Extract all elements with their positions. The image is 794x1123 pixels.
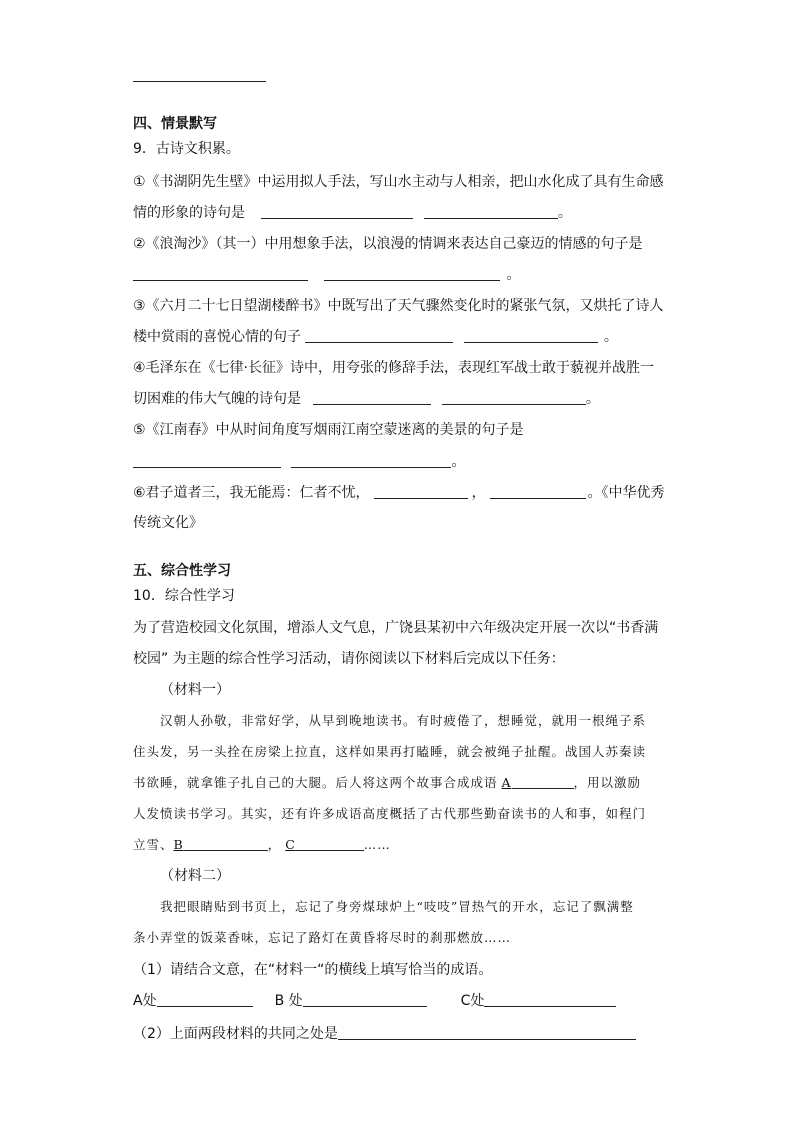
period: 。 xyxy=(585,391,600,407)
answer-blank[interactable] xyxy=(442,390,586,405)
period: 。 xyxy=(506,267,521,283)
answer-blank-common[interactable] xyxy=(338,1025,636,1040)
item-6-prompt: ⑥君子道者三，我无能焉：仁者不忧， xyxy=(133,485,370,501)
intro-line-2: 校园” 为主题的综合性学习活动，请你阅读以下材料后完成以下任务： xyxy=(133,651,565,667)
material-1-label: （材料一） xyxy=(160,682,230,698)
subquestion-2 xyxy=(133,1024,636,1044)
subquestion-1-answers xyxy=(133,991,616,1011)
item-6-tail: 。《中华优秀 xyxy=(587,485,665,501)
section-title-4: 四、情景默写 xyxy=(133,116,217,132)
material-2-label: （材料二） xyxy=(160,868,230,884)
answer-blank[interactable] xyxy=(490,484,586,499)
item-3-prompt: 楼中赏雨的喜悦心情的句子 xyxy=(133,329,301,345)
material-2-line-1: 我把眼睛贴到书页上，忘记了身旁煤球炉上“吱吱”冒热气的开水，忘记了飘满整 xyxy=(160,899,634,914)
answer-blank[interactable] xyxy=(313,390,431,405)
material-2-line-2: 条小弄堂的饭菜香味，忘记了路灯在黄昏将尽时的刹那燃放…… xyxy=(133,930,512,945)
material-1-line-2: 住头发，另一头拴在房梁上拉直，这样如果再打瞌睡，就会被绳子扯醒。战国人苏秦读 xyxy=(133,744,647,759)
answer-blank-line[interactable] xyxy=(133,81,266,82)
blank-a-letter: A xyxy=(501,775,512,790)
answer-blank[interactable] xyxy=(133,453,281,468)
item-4-line-2 xyxy=(133,389,600,409)
material-1-line-3 xyxy=(133,773,641,793)
item-6-line-1 xyxy=(133,483,665,503)
item-4-prompt: 切困难的伟大气魄的诗句是 xyxy=(133,391,301,407)
item-5-line-2 xyxy=(133,452,465,472)
answer-blank[interactable] xyxy=(291,453,451,468)
answer-blank-b-place[interactable] xyxy=(303,992,427,1007)
answer-blank[interactable] xyxy=(374,484,468,499)
comma: ， xyxy=(471,485,486,501)
answer-blank-a[interactable] xyxy=(512,774,574,789)
answer-blank[interactable] xyxy=(305,328,453,343)
subquestion-1: （1）请结合文意，在“材料一“的横线上填写恰当的成语。 xyxy=(133,962,493,978)
item-1-line-2 xyxy=(133,203,572,223)
answer-blank[interactable] xyxy=(324,266,500,281)
answer-blank[interactable] xyxy=(464,328,598,343)
item-6-line-2: 传统文化》 xyxy=(133,515,203,531)
period: 。 xyxy=(451,454,466,470)
m1-line-5-pre: 立雪、 xyxy=(133,837,174,852)
item-4-line-1: ④毛泽东在《七律·长征》诗中，用夸张的修辞手法，表现红军战士敢于藐视并战胜一 xyxy=(133,360,654,376)
item-1-line-1: ①《书湖阴先生壁》中运用拟人手法，写山水主动与人相亲，把山水化成了具有生命感 xyxy=(133,174,664,190)
answer-blank[interactable] xyxy=(261,204,413,219)
item-3-line-1: ③《六月二十七日望湖楼醉书》中既写出了天气骤然变化时的紧张气氛，又烘托了诗人 xyxy=(133,298,664,314)
material-1-line-4: 人发愤读书学习。其实，还有许多成语高度概括了古代那些勤奋读书的人和事，如程门 xyxy=(133,806,647,821)
answer-blank[interactable] xyxy=(133,266,308,281)
blank-b-letter: B xyxy=(173,837,184,852)
answer-blank-c[interactable] xyxy=(296,836,364,851)
a-label: A处 xyxy=(133,993,157,1009)
question-9-title: 9．古诗文积累。 xyxy=(133,141,240,157)
section-title-5: 五、综合性学习 xyxy=(133,563,231,579)
intro-line-1: 为了营造校园文化氛围，增添人文气息，广饶县某初中六年级决定开展一次以“书香满 xyxy=(133,620,659,636)
answer-blank-a-place[interactable] xyxy=(157,992,253,1007)
comma: ， xyxy=(267,837,282,852)
m1-line-3-pre: 书欲睡，就拿锥子扎自己的大腿。后人将这两个故事合成成语 xyxy=(133,775,498,790)
b-label: B 处 xyxy=(274,993,303,1009)
item-5-line-1: ⑤《江南春》中从时间角度写烟雨江南空蒙迷离的美景的句子是 xyxy=(133,422,524,438)
item-3-line-2 xyxy=(133,327,618,347)
answer-blank-b[interactable] xyxy=(184,836,268,851)
m1-line-3-post: ，用以激励 xyxy=(573,775,642,790)
item-2-line-2 xyxy=(133,265,520,285)
answer-blank[interactable] xyxy=(424,204,558,219)
subquestion-2-prompt: （2）上面两段材料的共同之处是 xyxy=(133,1026,338,1042)
c-label: C处 xyxy=(460,993,485,1009)
question-10-title: 10．综合性学习 xyxy=(133,588,235,604)
period: 。 xyxy=(603,329,618,345)
blank-c-letter: C xyxy=(285,837,296,852)
material-1-line-5 xyxy=(133,835,391,855)
item-2-line-1: ②《浪淘沙》（其一）中用想象手法，以浪漫的情调来表达自己豪迈的情感的句子是 xyxy=(133,236,643,252)
period: 。 xyxy=(557,205,572,221)
ellipsis: …… xyxy=(363,837,391,852)
material-1-line-1: 汉朝人孙敬，非常好学，从早到晚地读书。有时疲倦了，想睡觉，就用一根绳子系 xyxy=(160,713,647,728)
answer-blank-c-place[interactable] xyxy=(484,992,616,1007)
item-1-prompt: 情的形象的诗句是 xyxy=(133,205,245,221)
